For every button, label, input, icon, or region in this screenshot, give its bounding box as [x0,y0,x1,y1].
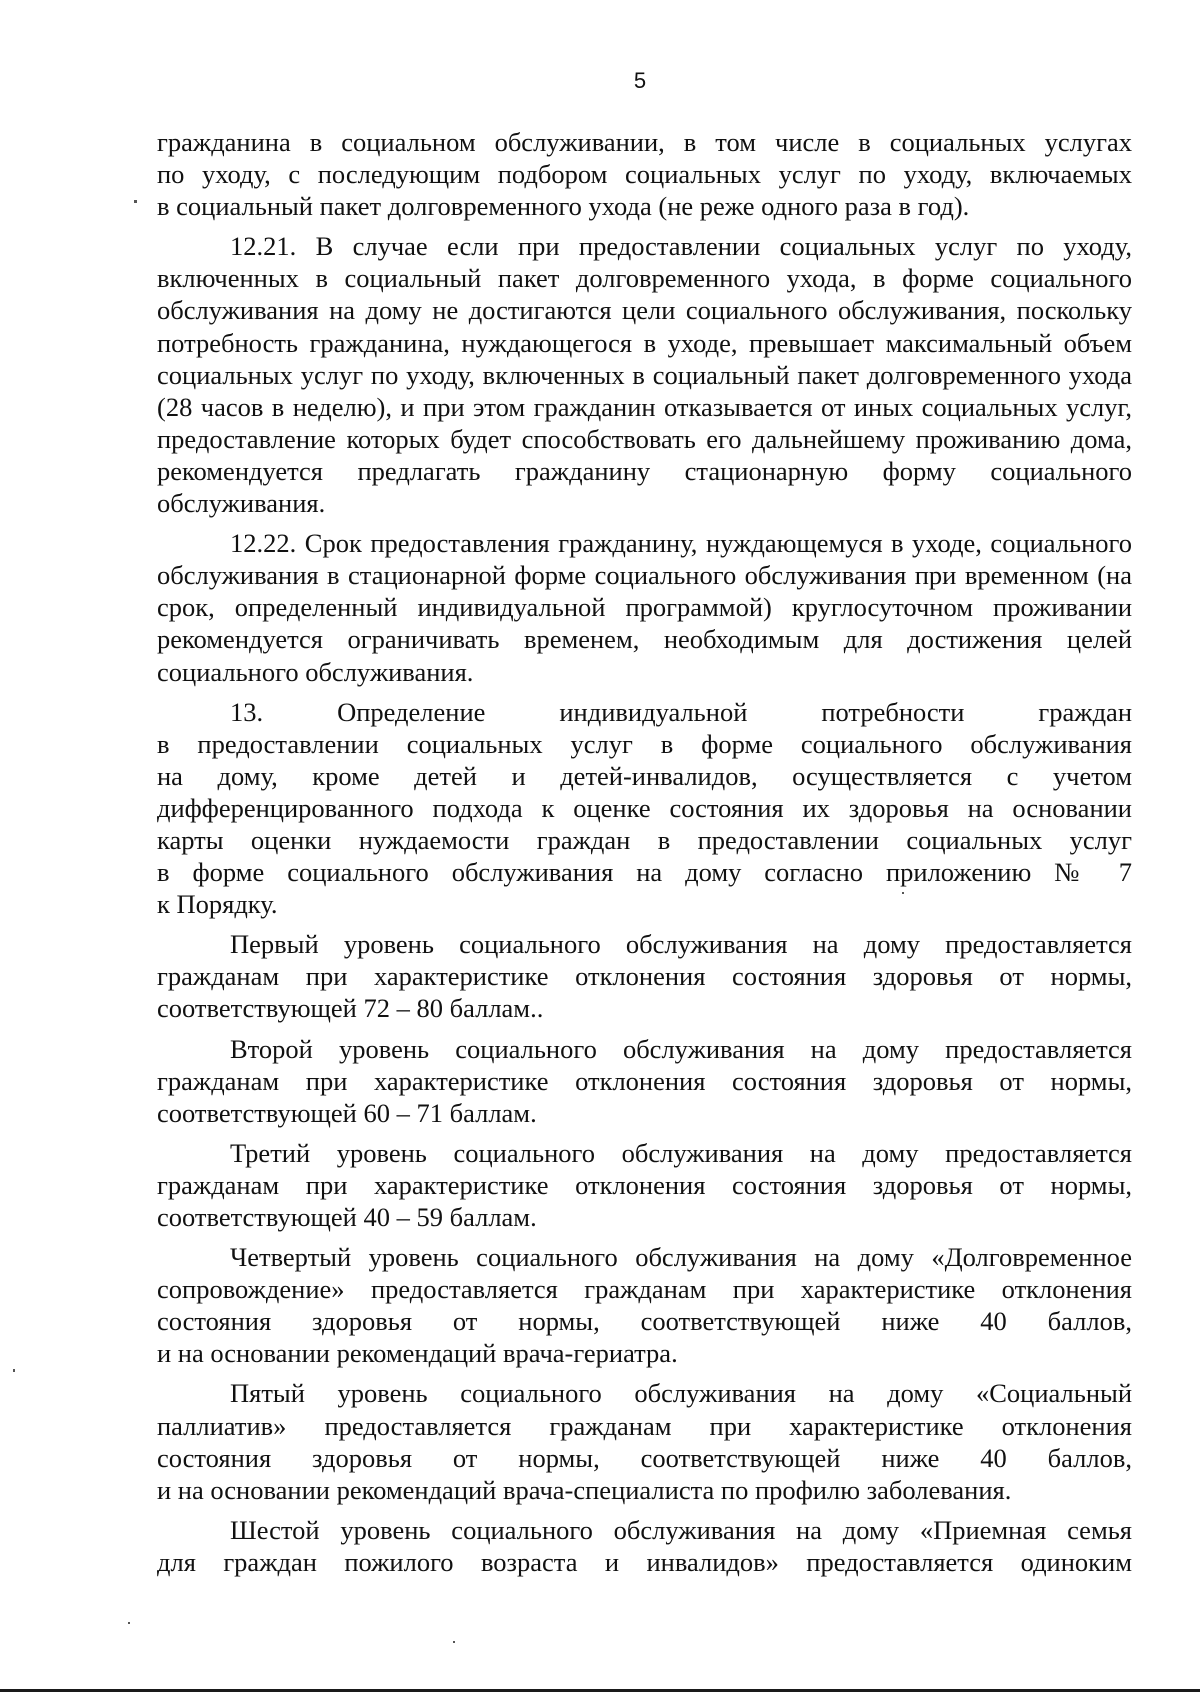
scan-speck [128,1622,130,1624]
paragraph-line: Пятый уровень социального обслуживания на дому «Социальный [230,1378,1132,1409]
scan-speck [13,1369,15,1372]
scan-speck [134,200,137,203]
paragraph-line: Шестой уровень социального обслуживания на дому «Приемная семья [230,1514,1132,1545]
paragraph-line: сопровождение» предоставляется гражданам при характеристике отклонения [157,1274,1132,1305]
document-body [157,126,1132,1578]
paragraph-line: в форме социального обслуживания на дому согласно приложению № 7 [157,857,1132,888]
scan-speck [902,892,904,894]
paragraph-line: состояния здоровья от нормы, соответствующей ниже 40 баллов, [157,1306,1132,1337]
paragraph: Третий уровень социального обслуживания на дому предоставляется гражданам при характеристике отклонения состояния здоровья от нормы, соответствующей 40 – 59 баллам. [157,1137,1132,1232]
paragraph [157,1514,1132,1578]
paragraph-line: Четвертый уровень социального обслуживания на дому «Долговременное [230,1242,1132,1273]
paragraph-line: и на основании рекомендаций врача-специалиста по профилю заболевания. [157,1474,1012,1505]
paragraph: Второй уровень социального обслуживания на дому предоставляется гражданам при характеристике отклонения состояния здоровья от нормы, соответствующей 60 – 71 баллам. [157,1033,1132,1128]
paragraph-line: и на основании рекомендаций врача-гериатра. [157,1338,678,1369]
paragraph-line: дифференцированного подхода к оценке состояния их здоровья на основании [157,792,1132,823]
paragraph [157,126,1132,222]
paragraph-line: на дому, кроме детей и детей-инвалидов, осуществляется с учетом [157,760,1132,791]
paragraph: Первый уровень социального обслуживания на дому предоставляется гражданам при характеристике отклонения состояния здоровья от нормы, соответствующей 72 – 80 баллам.. [157,929,1132,1024]
paragraph-line: паллиатив» предоставляется гражданам при характеристике отклонения [157,1410,1132,1441]
page-number: 5 [633,68,647,93]
scan-speck [453,1641,455,1643]
paragraph [157,696,1132,921]
scan-bottom-edge [0,1689,1200,1692]
paragraph-line: в социальный пакет долговременного ухода (не реже одного раза в год). [157,191,970,222]
paragraph-line: к Порядку. [157,889,278,920]
paragraph-line: в предоставлении социальных услуг в форме социального обслуживания [157,728,1132,759]
paragraph-line: для граждан пожилого возраста и инвалидов» предоставляется одиноким [157,1546,1132,1577]
paragraph-line: карты оценки нуждаемости граждан в предоставлении социальных услуг [157,824,1132,855]
paragraph [157,1241,1132,1369]
paragraph: 12.21. В случае если при предоставлении социальных услуг по уходу, включенных в социальный пакет долговременного ухода, в форме социального обслуживания на дому не достигаются цели социального обслуживания, поскольку потребность гражданина, нуждающегося в уходе, превышает максимальный объем социальных услуг по уходу, включенных в социальный пакет долговременного ухода (28 часов в неделю), и при этом гражданин отказывается от иных социальных услуг, предоставление которых будет способствовать его дальнейшему проживанию дома, рекомендуется предлагать гражданину стационарную форму социального обслуживания. [157,231,1132,519]
paragraph-line: 13. Определение индивидуальной потребности граждан [230,696,1132,727]
paragraph: 12.22. Срок предоставления гражданину, нуждающемуся в уходе, социального обслуживания в стационарной форме социального обслуживания при временном (на срок, определенный индивидуальной программой) круглосуточном проживании рекомендуется ограничивать временем, необходимым для достижения целей социального обслуживания. [157,528,1132,687]
paragraph [157,1377,1132,1505]
paragraph-line: состояния здоровья от нормы, соответствующей ниже 40 баллов, [157,1442,1132,1473]
paragraph-line: по уходу, с последующим подбором социальных услуг по уходу, включаемых [157,159,1132,190]
paragraph-line: гражданина в социальном обслуживании, в том числе в социальных услугах [157,127,1132,157]
